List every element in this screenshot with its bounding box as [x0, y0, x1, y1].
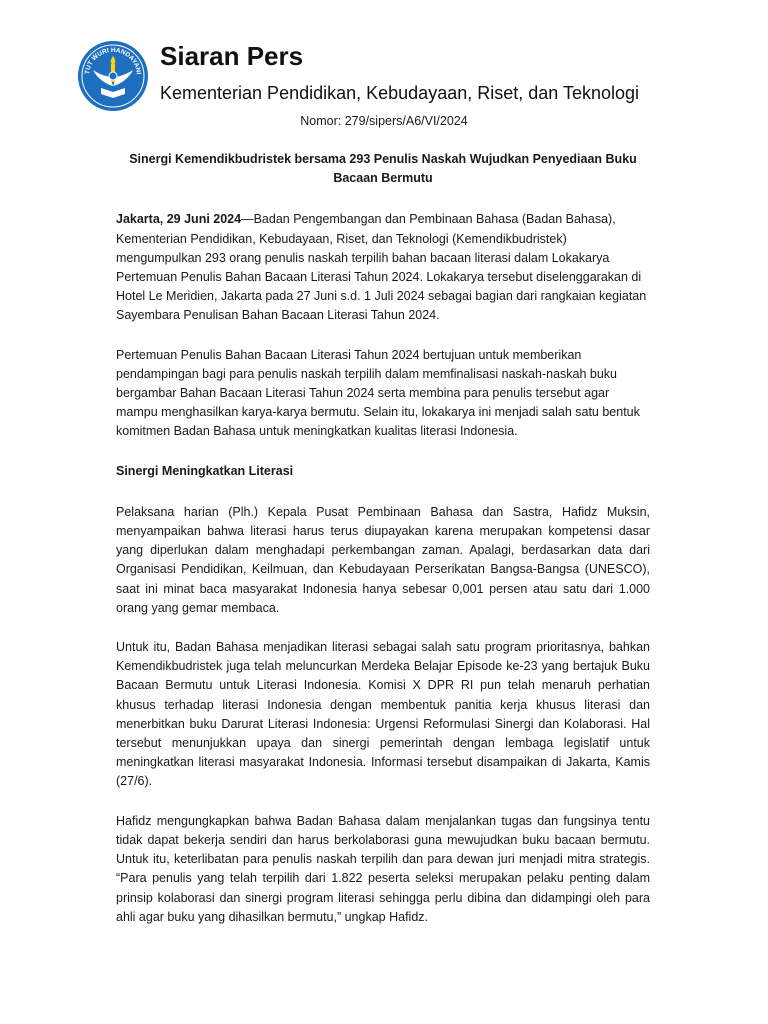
paragraph-3: Pelaksana harian (Plh.) Kepala Pusat Pembinaan Bahasa dan Sastra, Hafidz Muksin, menyampaikan bahwa literasi harus terus diupayakan karena merupakan kompetensi dasar yang diperlukan dalam menghadapi perkembangan zaman. Apalagi, berdasarkan data dari Organisasi Pendidikan, Keilmuan, dan Kebudayaan Perserikatan Bangsa-Bangsa (UNESCO), saat ini minat baca masyarakat Indonesia hanya sebesar 0,001 persen atau satu dari 1.000 orang yang gemar membaca. — [116, 504, 650, 615]
tut-wuri-handayani-emblem-icon — [77, 40, 149, 112]
article-headline: Sinergi Kemendikbudristek bersama 293 Penulis Naskah Wujudkan Penyediaan Buku Bacaan Bermutu — [129, 152, 637, 186]
article-body — [116, 150, 650, 947]
press-release-number: Nomor: 279/sipers/A6/VI/2024 — [300, 114, 468, 128]
logo-text: TUT WURI HANDAYANI — [84, 46, 142, 75]
paragraph-2: Pertemuan Penulis Bahan Bacaan Literasi Tahun 2024 bertujuan untuk memberikan pendampingan bagi para penulis naskah terpilih dalam memfinalisasi naskah-naskah buku bergambar Bahan Bacaan Literasi Tahun 2024 serta membina para penulis tersebut agar mampu menghasilkan karya-karya bermutu. Selain itu, lokakarya ini menjadi salah satu bentuk komitmen Badan Bahasa untuk meningkatkan kualitas literasi Indonesia. — [116, 347, 640, 439]
paragraph-5: Hafidz mengungkapkan bahwa Badan Bahasa dalam menjalankan tugas dan fungsinya tentu tidak dapat bekerja sendiri dan harus berkolaborasi guna mewujudkan buku bacaan bermutu. Untuk itu, keterlibatan para penulis naskah terpilih dan para dewan juri menjadi mitra strategis. “Para penulis yang telah terpilih dari 1.822 peserta seleksi merupakan pelaku penting dalam prinsip kolaborasi dan sinergi program literasi sehingga perlu dibina dan didampingi oleh para ahli agar buku yang dihasilkan bermutu,” ungkap Hafidz. — [116, 813, 650, 924]
paragraph-1 — [116, 210, 650, 325]
dateline: Jakarta, 29 Juni 2024 — [116, 212, 242, 227]
paragraph-4: Untuk itu, Badan Bahasa menjadikan literasi sebagai salah satu program prioritasnya, bahkan Kemendikbudristek juga telah meluncurkan Merdeka Belajar Episode ke-23 yang bertajuk Buku Bacaan Bermutu untuk Literasi Indonesia. Komisi X DPR RI pun telah menaruh perhatian khusus terhadap literasi Indonesia dengan membentuk panitia kerja khusus literasi dan menerbitkan buku Darurat Literasi Indonesia: Urgensi Reformulasi Sinergi dan Kolaborasi. Hal tersebut menunjukkan upaya dan sinergi pemerintah dengan lembaga legislatif untuk meningkatkan literasi masyarakat Indonesia. Informasi tersebut disampaikan di Jakarta, Kamis (27/6). — [116, 640, 650, 789]
page-title: Siaran Pers — [160, 41, 304, 71]
paragraph-1-text: —Badan Pengembangan dan Pembinaan Bahasa (Badan Bahasa), Kementerian Pendidikan, Kebudayaan, Riset, dan Teknologi (Kemendikbudristek) mengumpulkan 293 orang penulis naskah terpilih bahan bacaan literasi dalam Lokakarya Pertemuan Penulis Bahan Bacaan Literasi Tahun 2024. Lokakarya tersebut diselenggarakan di Hotel Le Meridien, Jakarta pada 27 Juni s.d. 1 Juli 2024 sebagai bagian dari rangkaian kegiatan Sayembara Penulisan Bahan Bacaan Literasi Tahun 2024. — [116, 212, 647, 323]
ministry-name: Kementerian Pendidikan, Kebudayaan, Riset, dan Teknologi — [160, 83, 639, 103]
kemendikbud-logo — [77, 40, 149, 112]
section-heading: Sinergi Meningkatkan Literasi — [116, 463, 294, 478]
